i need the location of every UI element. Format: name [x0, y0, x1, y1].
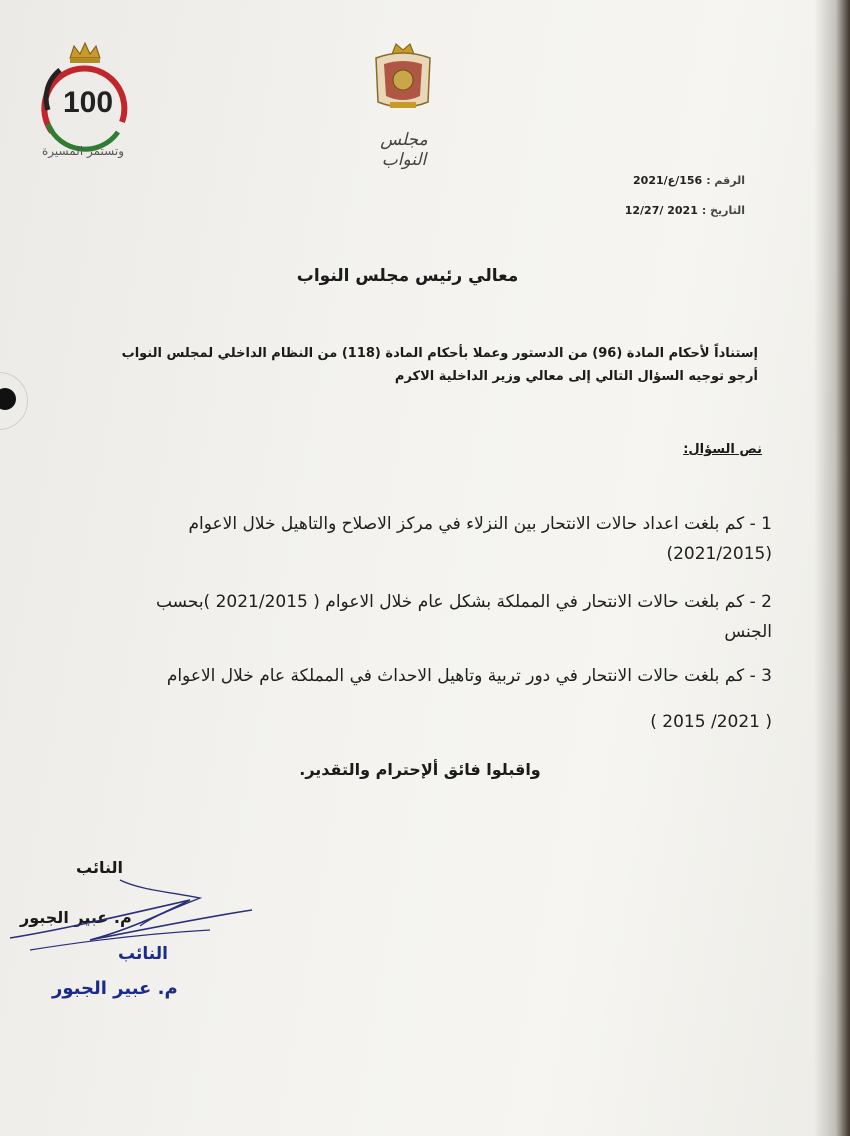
- letter-date: التاريخ :2021 /12/27: [624, 204, 745, 217]
- question-2-line-1: 2 - كم بلغت حالات الانتحار في المملكة بشكل عام خلال الاعوام ( 2021/2015 )بحسب: [155, 592, 772, 612]
- royal-crest-icon: [370, 40, 436, 116]
- question-1-line-1: 1 - كم بلغت اعداد حالات الانتحار بين النزلاء في مركز الاصلاح والتاهيل خلال الاعوام: [188, 514, 772, 534]
- signature-name: م. عبير الجبور: [20, 908, 132, 927]
- question-3-line-2: ( 2021/ 2015 ): [650, 712, 772, 732]
- stamp-title: النائب: [118, 944, 168, 964]
- crown-icon: [70, 43, 100, 63]
- page-edge-shadow: [814, 0, 850, 1136]
- question-3-line-1: 3 - كم بلغت حالات الانتحار في دور تربية وتاهيل الاحداث في المملكة عام خلال الاعوام: [166, 666, 772, 686]
- parliament-name: مجلس النواب: [380, 130, 428, 170]
- question-1-line-2: (2021/2015): [666, 544, 772, 564]
- question-2-line-2: الجنس: [724, 622, 772, 642]
- signature-title: النائب: [76, 858, 123, 877]
- centenary-logo: [30, 40, 140, 160]
- reference-number: الرقم :156/ع/2021: [633, 174, 745, 187]
- intro-line-2: أرجو توجيه السؤال التالي إلى معالي وزير الداخلية الاكرم: [394, 369, 758, 384]
- intro-line-1: إستناداً لأحكام المادة (96) من الدستور وعملا بأحكام المادة (118) من النظام الداخلي لمجلس النواب: [121, 346, 758, 361]
- question-heading: نص السؤال:: [683, 442, 762, 457]
- stamp-name: م. عبير الجبور: [52, 978, 178, 999]
- svg-text:100: 100: [62, 86, 114, 119]
- centenary-motto: وتستمر المسيرة: [42, 144, 124, 158]
- salutation: معالي رئيس مجلس النواب: [296, 266, 519, 286]
- closing-phrase: واقبلوا فائق ألإحترام والتقدير.: [299, 760, 541, 779]
